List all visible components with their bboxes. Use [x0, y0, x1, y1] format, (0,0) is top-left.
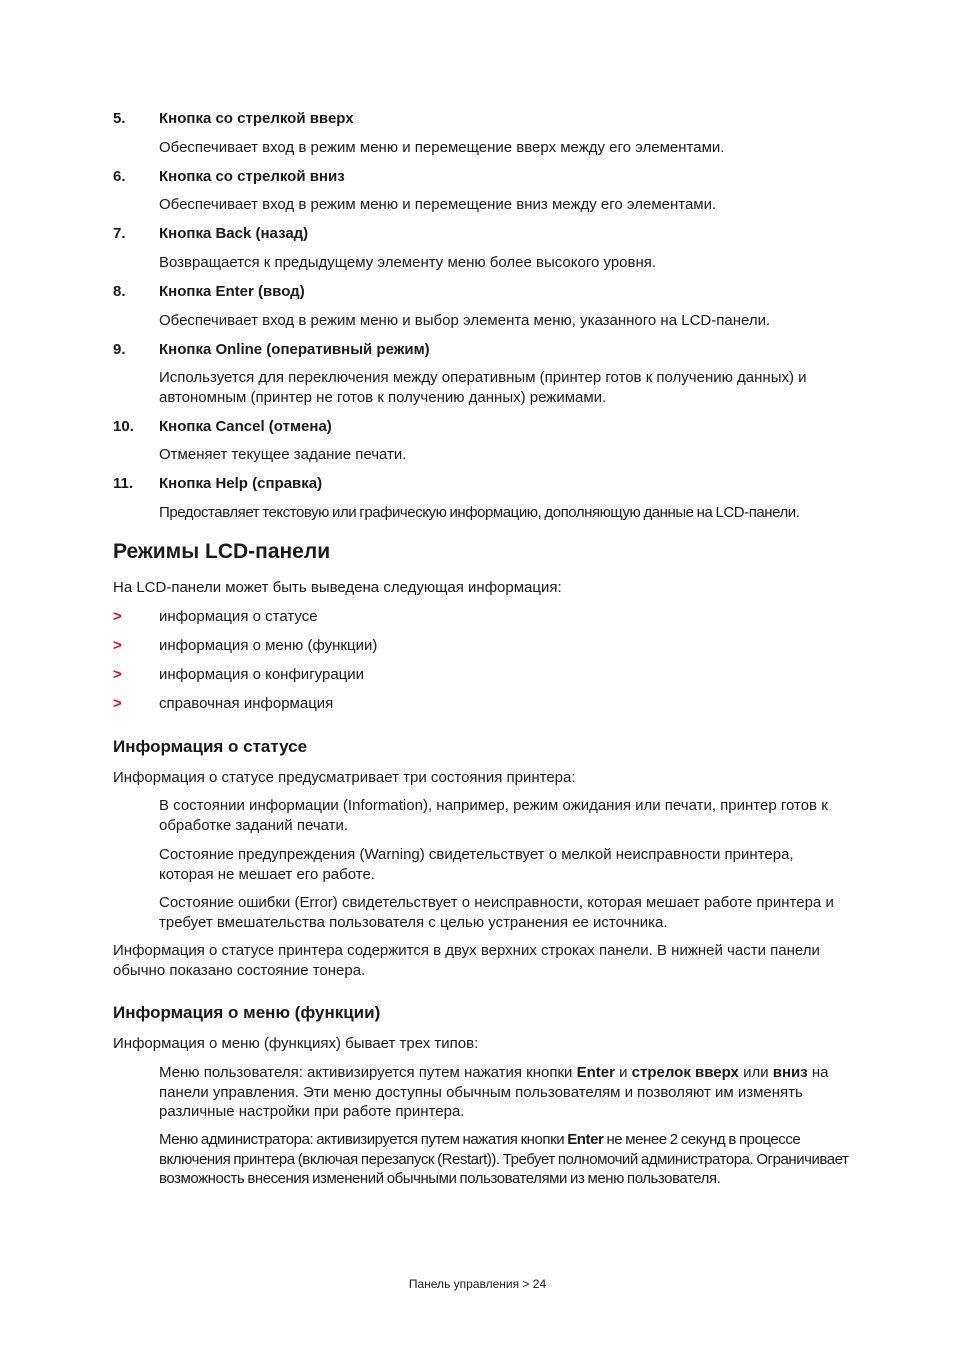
- bullet-marker: >: [113, 637, 122, 654]
- item-number: 7.: [113, 225, 126, 242]
- page-footer: Панель управления > 24: [408, 1277, 547, 1291]
- status-state-error: Состояние ошибки (Error) свидетельствует о неисправности, которая мешает работе принтера и требует вмешательства пользователя с целью устранения ее источника.: [159, 894, 834, 931]
- text-run-bold: вниз: [772, 1064, 808, 1081]
- status-closing: Информация о статусе принтера содержится в двух верхних строках панели. В нижней части панели обычно показано состояние тонера.: [113, 942, 820, 979]
- item-title: Кнопка со стрелкой вниз: [159, 168, 345, 185]
- item-title: Кнопка со стрелкой вверх: [159, 110, 354, 127]
- text-run-bold: стрелок вверх: [631, 1064, 739, 1081]
- item-description: Обеспечивает вход в режим меню и выбор элемента меню, указанного на LCD-панели.: [159, 312, 771, 329]
- text-run: или: [738, 1064, 773, 1081]
- admin-menu-description: [159, 1130, 849, 1189]
- item-description: Обеспечивает вход в режим меню и перемещение вверх между его элементами.: [159, 139, 725, 156]
- user-menu-description: [159, 1063, 839, 1122]
- item-description: Обеспечивает вход в режим меню и перемещение вниз между его элементами.: [159, 196, 717, 213]
- bullet-marker: >: [113, 666, 122, 683]
- list-item: информация о конфигурации: [159, 666, 365, 683]
- bullet-marker: >: [113, 608, 122, 625]
- item-number: 9.: [113, 341, 126, 358]
- status-state-warning: Состояние предупреждения (Warning) свидетельствует о мелкой неисправности принтера, которая не мешает его работе.: [159, 846, 794, 883]
- item-number: 6.: [113, 168, 126, 185]
- item-title: Кнопка Help (справка): [159, 475, 323, 492]
- text-run: и: [614, 1064, 632, 1081]
- item-title: Кнопка Cancel (отмена): [159, 418, 332, 435]
- item-description: Используется для переключения между оперативным (принтер готов к получению данных) и автономным (принтер не готов к получению данных) режимами.: [159, 369, 807, 406]
- item-number: 5.: [113, 110, 126, 127]
- text-run: Меню пользователя: активизируется путем нажатия кнопки: [159, 1064, 577, 1081]
- section-heading-status-info: Информация о статусе: [113, 737, 308, 756]
- text-run-bold: Enter: [576, 1064, 615, 1081]
- item-description: Предоставляет текстовую или графическую информацию, дополняющую данные на LCD-панели.: [159, 504, 800, 521]
- menu-intro: Информация о меню (функциях) бывает трех типов:: [113, 1035, 479, 1052]
- text-run: не менее 2 секунд в процессе включения принтера (включая перезапуск (Restart)). Требует полномочий администратора. Ограничивает возможность внесения изменений обычными пользователями из меню пользователя.: [159, 1131, 849, 1187]
- list-item: информация о меню (функции): [159, 637, 378, 654]
- status-intro: Информация о статусе предусматривает три состояния принтера:: [113, 769, 576, 786]
- text-run: Меню администратора: активизируется путем нажатия кнопки: [159, 1131, 568, 1148]
- lcd-intro: На LCD-панели может быть выведена следующая информация:: [113, 579, 562, 596]
- status-state-information: В состоянии информации (Information), например, режим ожидания или печати, принтер готов к обработке заданий печати.: [159, 797, 828, 834]
- text-run: на панели управления. Эти меню доступны обычным пользователям и позволяют им изменять различные настройки при работе принтера.: [159, 1064, 829, 1120]
- item-description: Возвращается к предыдущему элементу меню более высокого уровня.: [159, 254, 657, 271]
- item-description: Отменяет текущее задание печати.: [159, 446, 407, 463]
- item-title: Кнопка Online (оперативный режим): [159, 341, 430, 358]
- text-run-bold: Enter: [567, 1131, 604, 1148]
- item-title: Кнопка Enter (ввод): [159, 283, 305, 300]
- item-number: 10.: [113, 418, 134, 435]
- section-heading-lcd-modes: Режимы LCD-панели: [113, 540, 331, 563]
- item-number: 11.: [113, 475, 134, 492]
- item-title: Кнопка Back (назад): [159, 225, 309, 242]
- section-heading-menu-info: Информация о меню (функции): [113, 1003, 381, 1022]
- list-item: информация о статусе: [159, 608, 318, 625]
- list-item: справочная информация: [159, 695, 334, 712]
- bullet-marker: >: [113, 695, 122, 712]
- item-number: 8.: [113, 283, 126, 300]
